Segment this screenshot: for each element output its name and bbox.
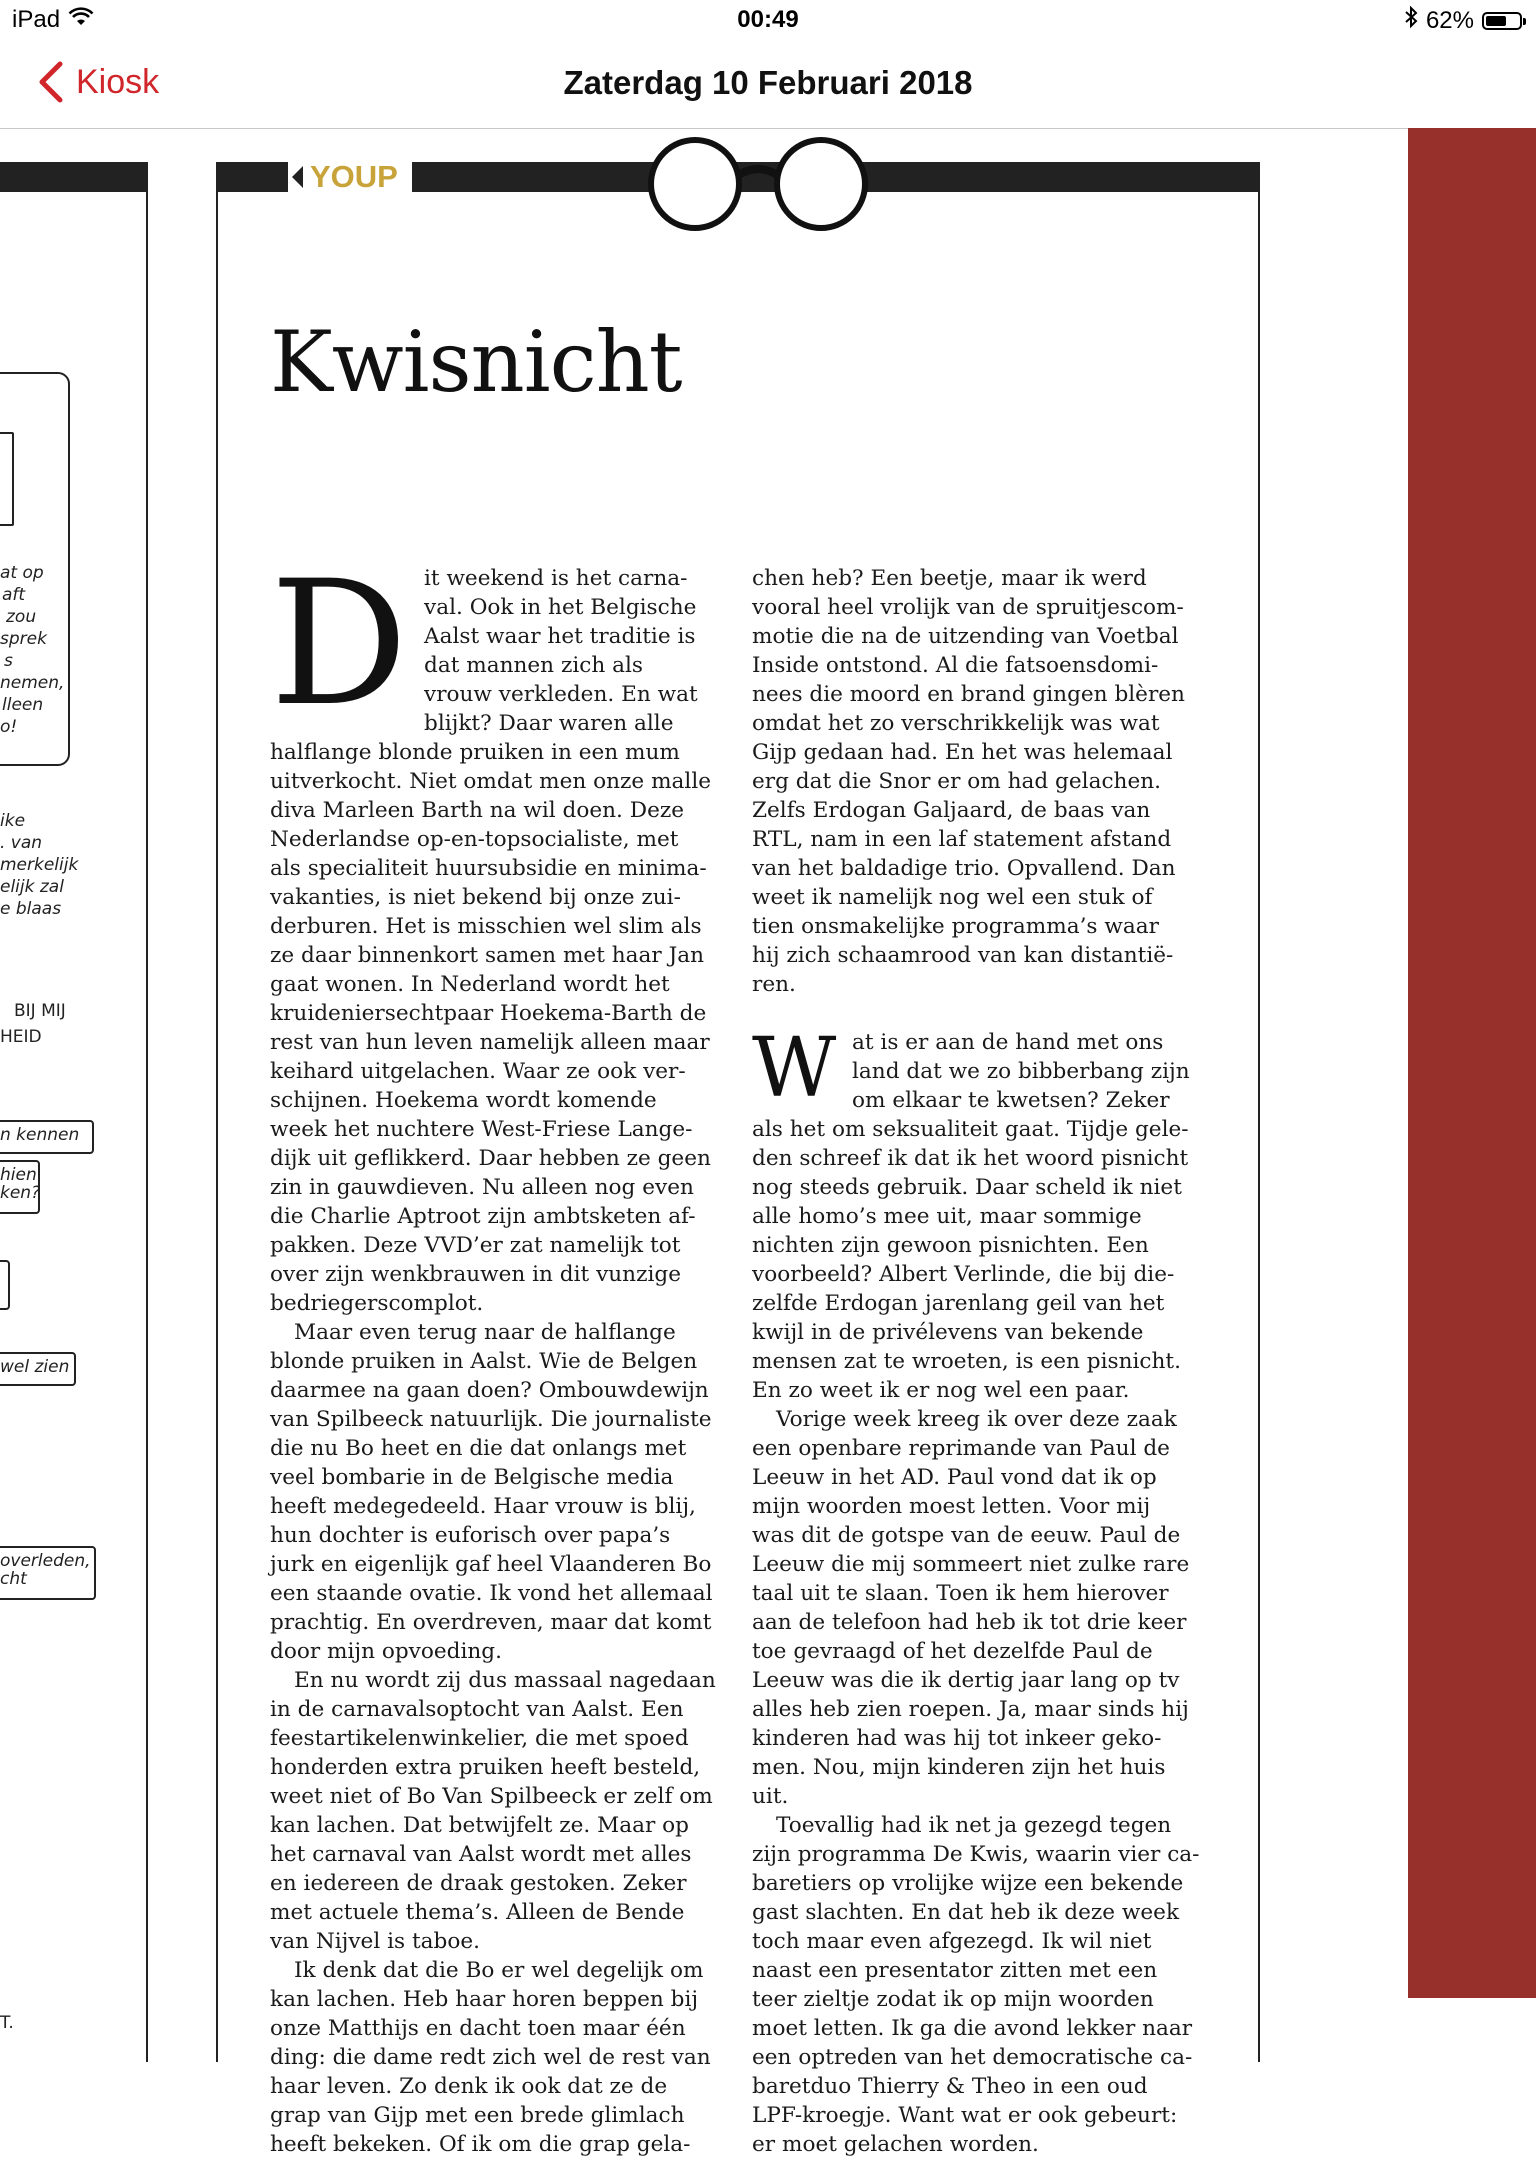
article-line: gast slachten. En dat heb ik deze week (752, 1900, 1180, 1925)
glasses-icon (623, 132, 893, 242)
article-line: mijn woorden moest letten. Voor mij (752, 1494, 1151, 1519)
article-line: val. Ook in het Belgische (424, 595, 697, 620)
fragment-6: lleen (2, 695, 44, 715)
fragment-18: wel zien (0, 1357, 70, 1377)
article-line: prachtig. En overdreven, maar dat komt (270, 1610, 712, 1635)
fragment-2: zou (6, 607, 37, 627)
article-line: veel bombarie in de Belgische media (270, 1465, 674, 1490)
back-label: Kiosk (76, 62, 160, 101)
article-line: een optreden van het democratische ca- (752, 2045, 1193, 2070)
article-line: zijn programma De Kwis, waarin vier ca- (752, 1842, 1200, 1867)
article-line: nog steeds gebruik. Daar scheld ik niet (752, 1175, 1182, 1200)
article-line: blijkt? Daar waren alle (424, 711, 674, 736)
fragment-10: merkelijk (0, 855, 79, 875)
previous-page-topbar (0, 162, 146, 192)
article-line: mensen zat te wroeten, is een pisnicht. (752, 1349, 1181, 1374)
article-line: baretiers op vrolijke wijze een bekende (752, 1871, 1184, 1896)
battery-fill (1486, 16, 1506, 26)
article-line: Leeuw was die ik dertig jaar lang op tv (752, 1668, 1180, 1693)
article-line: Maar even terug naar de halflange (294, 1320, 676, 1345)
status-time: 00:49 (737, 6, 799, 33)
article-line: men. Nou, mijn kinderen zijn het huis (752, 1755, 1166, 1780)
article-line: was dit de gotspe van de eeuw. Paul de (752, 1523, 1181, 1548)
fragment-8: ike (0, 811, 26, 831)
fragment-21: T. (0, 2013, 14, 2033)
article-line: toe gevraagd of het dezelfde Paul de (752, 1639, 1153, 1664)
fragment-20: cht (0, 1569, 27, 1589)
fragment-5: nemen, (0, 673, 65, 693)
fragment-19: overleden, (0, 1551, 91, 1571)
article-line: schijnen. Hoekema wordt komende (270, 1088, 657, 1113)
article-line: tien onsmakelijke programma’s waar (752, 914, 1159, 939)
article-line: kwijl in de privélevens van bekende (752, 1320, 1144, 1345)
article-line: hij zich schaamrood van kan distantië- (752, 943, 1174, 968)
article-line: Leeuw die mij sommeert niet zulke rare (752, 1552, 1190, 1577)
article-line: van het baldadige trio. Opvallend. Dan (752, 856, 1176, 881)
article-line: heeft medegedeeld. Haar vrouw is blij, (270, 1494, 696, 1519)
article-line: moet letten. Ik ga die avond lekker naar (752, 2016, 1193, 2041)
next-page-edge[interactable] (1408, 128, 1536, 1998)
device-label: iPad (12, 6, 61, 33)
article-line: omdat het zo verschrikkelijk was wat (752, 711, 1160, 736)
fragment-17: ken? (0, 1183, 41, 1203)
article-line: Inside ontstond. Al die fatsoensdomi- (752, 653, 1159, 678)
article-line: Aalst waar het traditie is (424, 624, 696, 649)
article-line: kinderen had was hij tot inkeer geko- (752, 1726, 1162, 1751)
dropcap-d: D (270, 543, 408, 744)
article-line: ren. (752, 972, 796, 997)
article-line: En zo weet ik er nog wel een paar. (752, 1378, 1130, 1403)
fragment-15: n kennen (0, 1125, 80, 1145)
article-line: week het nuchtere West-Friese Lange- (270, 1117, 693, 1142)
article-line: die nu Bo heet en die dat onlangs met (270, 1436, 687, 1461)
article-line: aan de telefoon had heb ik tot drie keer (752, 1610, 1187, 1635)
article-line: heeft bekeken. Of ik om die grap gela- (270, 2132, 691, 2157)
article-line: ze daar binnenkort samen met haar Jan (270, 943, 705, 968)
bluetooth-icon (1404, 6, 1418, 35)
article-line: Vorige week kreeg ik over deze zaak (776, 1407, 1177, 1432)
article-line: nichten zijn gewoon pisnichten. Een (752, 1233, 1149, 1258)
article-line: weet ik namelijk nog wel een stuk of (752, 885, 1153, 910)
fragment-7: o! (0, 717, 18, 737)
article-line: zin in gauwdieven. Nu alleen nog even (270, 1175, 694, 1200)
article-line: keihard uitgelachen. Waar ze ook ver- (270, 1059, 686, 1084)
article-line: van Nijvel is taboe. (270, 1929, 480, 1954)
article-line: alle homo’s mee uit, maar sommige (752, 1204, 1142, 1229)
article-line: baretduo Thierry & Theo in een oud (752, 2074, 1148, 2099)
article-line: vooral heel vrolijk van de spruitjescom- (752, 595, 1184, 620)
dropcap-w: W (752, 1021, 837, 1116)
article-line: rest van hun leven namelijk alleen maar (270, 1030, 710, 1055)
article-line: en iedereen de draak gestoken. Zeker (270, 1871, 687, 1896)
article-line: halflange blonde pruiken in een mum (270, 740, 680, 765)
article-line: uit. (752, 1784, 789, 1809)
article-line: grap van Gijp met een brede glimlach (270, 2103, 685, 2128)
article-line: jurk en eigenlijk gaf heel Vlaanderen Bo (270, 1552, 712, 1577)
article-column-2 (752, 564, 1200, 2159)
article-line: feestartikelenwinkelier, die met spoed (270, 1726, 689, 1751)
fragment-1: aft (2, 585, 26, 605)
article-line: kan lachen. Dat betwijfelt ze. Maar op (270, 1813, 689, 1838)
article-line: kan lachen. Heb haar horen beppen bij (270, 1987, 699, 2012)
article-line: Ik denk dat die Bo er wel degelijk om (294, 1958, 704, 1983)
article-line: als het om seksualiteit gaat. Tijdje gele- (752, 1117, 1189, 1142)
article-line: at is er aan de hand met ons (852, 1030, 1164, 1055)
article-line: pakken. Deze VVD’er zat namelijk tot (270, 1233, 681, 1258)
article-line: Toevallig had ik net ja gezegd tegen (776, 1813, 1172, 1838)
article-line: Nederlandse op-en-topsocialiste, met (270, 827, 679, 852)
article-line: LPF-kroegje. Want wat er ook gebeurt: (752, 2103, 1178, 2128)
nav-bar (0, 40, 1536, 129)
article-line: chen heb? Een beetje, maar ik werd (752, 566, 1147, 591)
article-line: toch maar even afgezegd. Ik wil niet (752, 1929, 1152, 1954)
article-line: Zelfs Erdogan Galjaard, de baas van (752, 798, 1151, 823)
article-page (216, 159, 1260, 2157)
article-line: daarmee na gaan doen? Ombouwdewijn (270, 1378, 709, 1403)
article-line: alles heb zien roepen. Ja, maar sinds hij (752, 1697, 1189, 1722)
article-line: nees die moord en brand gingen blèren (752, 682, 1185, 707)
battery-nub (1523, 18, 1526, 25)
status-bar (0, 0, 1536, 40)
fragment-9: . van (0, 833, 43, 853)
article-line: het carnaval van Aalst wordt met alles (270, 1842, 692, 1867)
article-line: een openbare reprimande van Paul de (752, 1436, 1170, 1461)
article-line: dat mannen zich als (424, 653, 643, 678)
article-line: derburen. Het is misschien wel slim als (270, 914, 702, 939)
article-line: uitverkocht. Niet omdat men onze malle (270, 769, 712, 794)
article-line: ding: die dame redt zich wel de rest van (270, 2045, 711, 2070)
fragment-11: elijk zal (0, 877, 64, 897)
article-line: weet niet of Bo Van Spilbeeck er zelf om (270, 1784, 713, 1809)
article-line: hun dochter is euforisch over papa’s (270, 1523, 671, 1548)
article-line: die Charlie Aptroot zijn ambtsketen af- (270, 1204, 696, 1229)
article-line: dijk uit geflikkerd. Daar hebben ze geen (270, 1146, 711, 1171)
article-line: zelfde Erdogan jarenlang geil van het (752, 1291, 1165, 1316)
article-line: RTL, nam in een laf statement afstand (752, 827, 1172, 852)
article-line: haar leven. Zo denk ik ook dat ze de (270, 2074, 668, 2099)
nav-title: Zaterdag 10 Februari 2018 (563, 64, 973, 101)
article-line: vakanties, is niet bekend bij onze zui- (270, 885, 681, 910)
article-line: it weekend is het carna- (424, 566, 688, 591)
article-line: diva Marleen Barth na wil doen. Deze (270, 798, 685, 823)
article-line: honderden extra pruiken heeft besteld, (270, 1755, 701, 1780)
fragment-0: at op (0, 563, 44, 583)
article-line: Gijp gedaan had. En het was helemaal (752, 740, 1173, 765)
article-line: land dat we zo bibberbang zijn (852, 1059, 1190, 1084)
article-line: vrouw verkleden. En wat (424, 682, 698, 707)
article-line: van Spilbeeck natuurlijk. Die journaliste (270, 1407, 712, 1432)
sketch-rectangle (0, 432, 14, 526)
article-line: den schreef ik dat ik het woord pisnicht (752, 1146, 1189, 1171)
sketch-box-4 (0, 1260, 10, 1310)
article-line: met actuele thema’s. Alleen de Bende (270, 1900, 685, 1925)
article-line: erg dat die Snor er om had gelachen. (752, 769, 1161, 794)
article-line: in de carnavalsoptocht van Aalst. Een (270, 1697, 684, 1722)
fragment-12: e blaas (0, 899, 62, 919)
article-line: een staande ovatie. Ik vond het allemaal (270, 1581, 713, 1606)
article-headline: Kwisnicht (270, 313, 682, 412)
article-line: gaat wonen. In Nederland wordt het (270, 972, 670, 997)
battery-icon (1482, 12, 1522, 30)
previous-page-edge[interactable] (0, 162, 148, 2062)
article-line: over zijn wenkbrauwen in dit vunzige (270, 1262, 681, 1287)
article-line: als specialiteit huursubsidie en minima- (270, 856, 707, 881)
article-line: om elkaar te kwetsen? Zeker (852, 1088, 1170, 1113)
fragment-16: hien (0, 1165, 37, 1185)
article-column-1 (270, 543, 716, 2159)
section-tag: YOUP (288, 160, 412, 194)
article-line: naast een presentator zitten met een (752, 1958, 1158, 1983)
article-line: Leeuw in het AD. Paul vond dat ik op (752, 1465, 1157, 1490)
fragment-14: HEID (0, 1027, 42, 1047)
article-line: blonde pruiken in Aalst. Wie de Belgen (270, 1349, 698, 1374)
fragment-4: s (4, 651, 13, 671)
article-line: taal uit te slaan. Toen ik hem hierover (752, 1581, 1169, 1606)
fragment-13: BIJ MIJ (14, 1001, 66, 1021)
article-line: door mijn opvoeding. (270, 1639, 502, 1664)
battery-percent: 62% (1425, 6, 1474, 34)
article-line: teer zieltje zodat ik op mijn woorden (752, 1987, 1154, 2012)
article-line: onze Matthijs en dacht toen maar één (270, 2016, 686, 2041)
article-line: motie die na de uitzending van Voetbal (752, 624, 1179, 649)
fragment-3: sprek (0, 629, 47, 649)
article-line: En nu wordt zij dus massaal nagedaan (294, 1668, 716, 1693)
article-line: voorbeeld? Albert Verlinde, die bij die- (752, 1262, 1175, 1287)
article-line: er moet gelachen worden. (752, 2132, 1039, 2157)
article-line: kruideniersechtpaar Hoekema-Barth de (270, 1001, 707, 1026)
article-line: bedriegerscomplot. (270, 1291, 484, 1316)
